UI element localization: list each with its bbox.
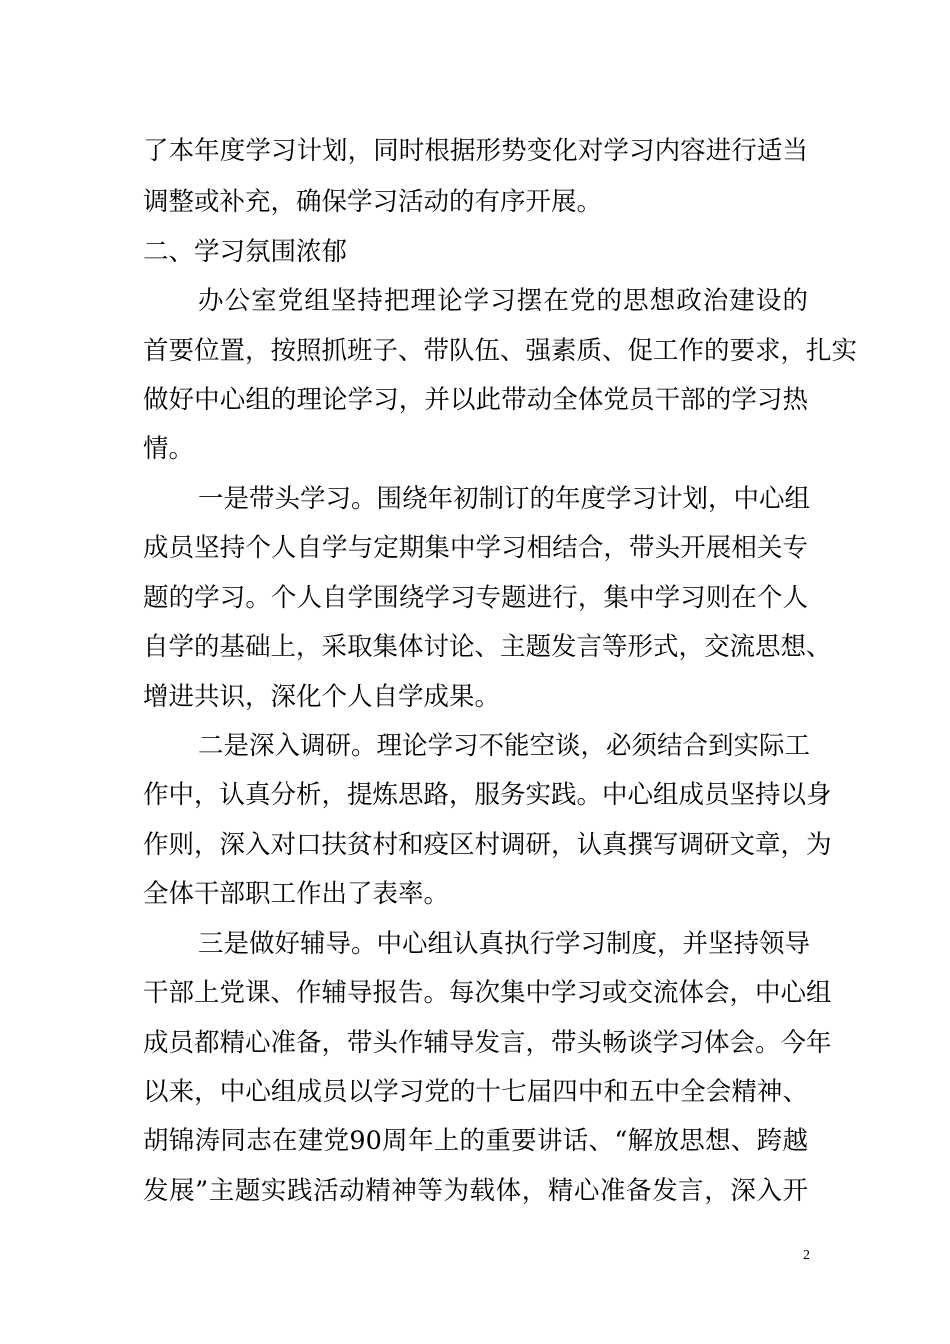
text-line: 做好中心组的理论学习，并以此带动全体党员干部的学习热 xyxy=(143,385,808,415)
text-line: 全体干部职工作出了表率。 xyxy=(143,879,450,909)
text-line: 作中，认真分析，提炼思路，服务实践。中心组成员坚持以身 xyxy=(143,780,832,810)
text-line: 胡锦涛同志在建党90周年上的重要讲话、“解放思想、跨越 xyxy=(143,1126,808,1156)
paragraph-first-line: 三是做好辅导。中心组认真执行学习制度，并坚持领导 xyxy=(198,929,811,959)
paragraph-first-line: 办公室党组坚持把理论学习摆在党的思想政治建设的 xyxy=(198,286,808,316)
text-line: 干部上党课、作辅导报告。每次集中学习或交流体会，中心组 xyxy=(143,978,832,1008)
text-line: 成员都精心准备，带头作辅导发言，带头畅谈学习体会。今年 xyxy=(143,1028,832,1058)
paragraph-first-line: 二是深入调研。理论学习不能空谈，必须结合到实际工 xyxy=(198,731,811,761)
text-line: 自学的基础上，采取集体讨论、主题发言等形式，交流思想、 xyxy=(143,632,832,662)
text-line: 以来，中心组成员以学习党的十七届四中和五中全会精神、 xyxy=(143,1077,808,1107)
text-line: 题的学习。个人自学围绕学习专题进行，集中学习则在个人 xyxy=(143,583,808,613)
text-line: 成员坚持个人自学与定期集中学习相结合，带头开展相关专 xyxy=(143,533,808,563)
text-line: 作则，深入对口扶贫村和疫区村调研，认真撰写调研文章，为 xyxy=(143,830,832,860)
text-line: 了本年度学习计划，同时根据形势变化对学习内容进行适当 xyxy=(143,136,808,166)
text-line: 情。 xyxy=(143,434,195,464)
section-heading: 二、学习氛围浓郁 xyxy=(143,237,348,267)
text-line: 调整或补充，确保学习活动的有序开展。 xyxy=(143,187,603,217)
text-line: 首要位置，按照抓班子、带队伍、强素质、促工作的要求，扎实 xyxy=(143,336,858,366)
text-line: 发展”主题实践活动精神等为载体，精心准备发言，深入开 xyxy=(143,1176,808,1206)
paragraph-first-line: 一是带头学习。围绕年初制订的年度学习计划，中心组 xyxy=(198,484,811,514)
text-line: 增进共识，深化个人自学成果。 xyxy=(143,682,501,712)
page-number: 2 xyxy=(803,1248,810,1263)
